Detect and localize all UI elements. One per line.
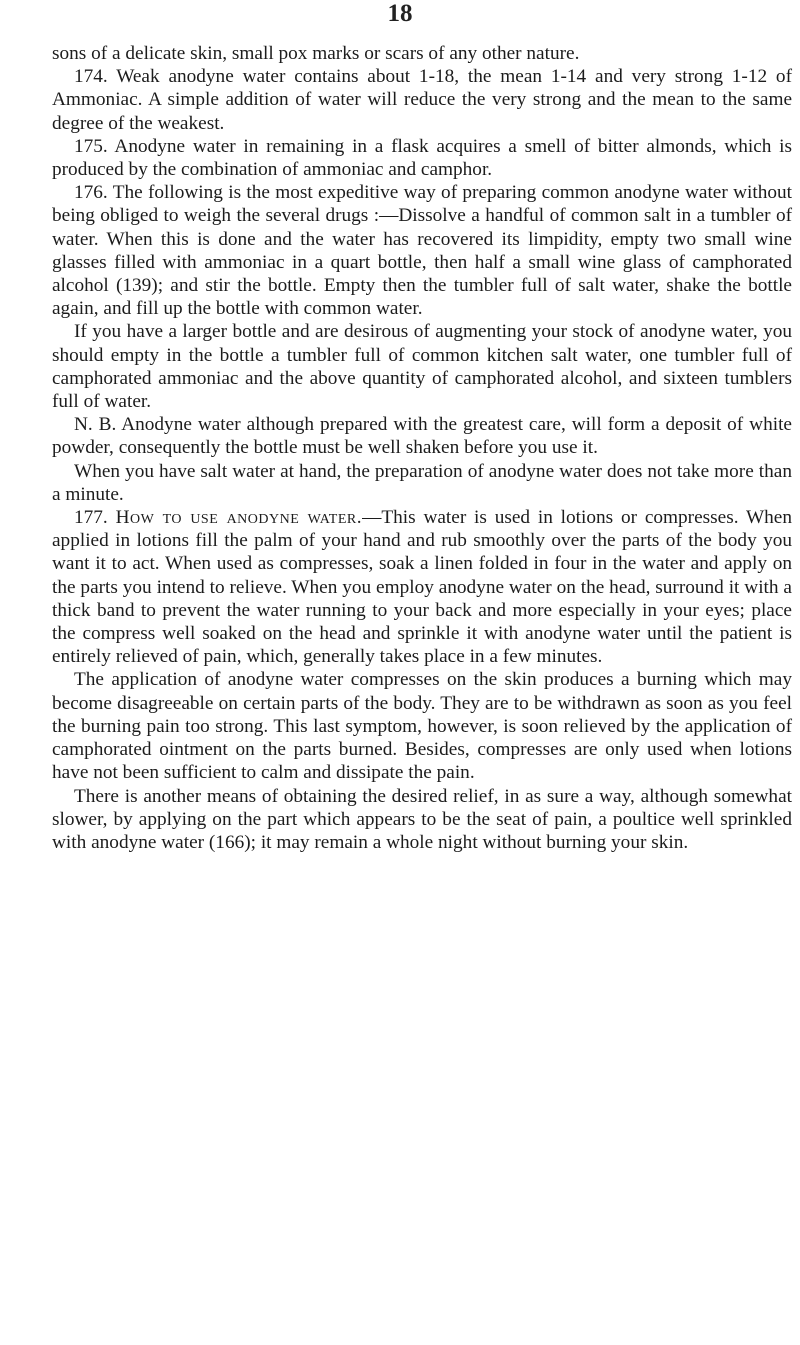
section-heading: How to use anodyne water.	[115, 507, 363, 529]
paragraph-177	[52, 506, 792, 668]
section-text: —This water is used in lotions or compresses. When applied in lotions fill the palm of your hand and rub smoothly over the parts of the body you want it to act. When used as compresses, soak a linen folded in four in the water and apply on the parts you intend to relieve. When you employ anodyne water on the head, surround it with a thick band to prevent the water running to your back and more especially in your eyes; place the compress well soaked on the head and sprinkle it with anodyne water until the patient is entirely relieved of pain, which, generally takes place in a few minutes.	[52, 507, 793, 668]
paragraph-salt-water: When you have salt water at hand, the preparation of anodyne water does not take more than a minute.	[52, 460, 792, 505]
paragraph-176-continued: If you have a larger bottle and are desirous of augmenting your stock of anodyne water, you should empty in the bottle a tumbler full of common kitchen salt water, one tumbler full of camphorated ammoniac and the above quantity of camphorated alcohol, and sixteen tumblers full of water.	[52, 321, 792, 413]
paragraph-174: 174. Weak anodyne water contains about 1-18, the mean 1-14 and very strong 1-12 of Ammoniac. A simple addition of water will reduce the very strong and the mean to the same degree of the weakest.	[52, 66, 792, 134]
section-number: 177.	[74, 507, 108, 529]
paragraph-poultice: There is another means of obtaining the desired relief, in as sure a way, although somewhat slower, by applying on the part which appears to be the seat of pain, a poultice well sprinkled with anodyne water (166); it may remain a whole night without burning your skin.	[52, 785, 792, 853]
paragraph-176: 176. The following is the most expeditive way of preparing common anodyne water without being obliged to weigh the several drugs :—Dissolve a handful of common salt in a tumbler of water. When this is done and the water has recovered its limpidity, empty two small wine glasses filled with ammoniac in a quart bottle, then half a small wine glass of camphorated alcohol (139); and stir the bottle. Empty then the tumbler full of salt water, shake the bottle again, and fill up the bottle with common water.	[52, 182, 792, 320]
paragraph-175: 175. Anodyne water in remaining in a flask acquires a smell of bitter almonds, which is produced by the combination of ammoniac and camphor.	[52, 135, 792, 181]
paragraph-nota-bene: N. B. Anodyne water although prepared with the greatest care, will form a deposit of white powder, consequently the bottle must be well shaken before you use it.	[52, 414, 792, 459]
page-body	[52, 42, 792, 854]
page-number: 18	[387, 0, 413, 27]
paragraph-application: The application of anodyne water compresses on the skin produces a burning which may become disagreeable on certain parts of the body. They are to be withdrawn as soon as you feel the burning pain too strong. This last symptom, however, is soon relieved by the application of camphorated ointment on the parts burned. Besides, compresses are only used when lotions have not been sufficient to calm and dissipate the pain.	[52, 669, 792, 784]
paragraph-continuation: sons of a delicate skin, small pox marks or scars of any other nature.	[52, 43, 580, 64]
